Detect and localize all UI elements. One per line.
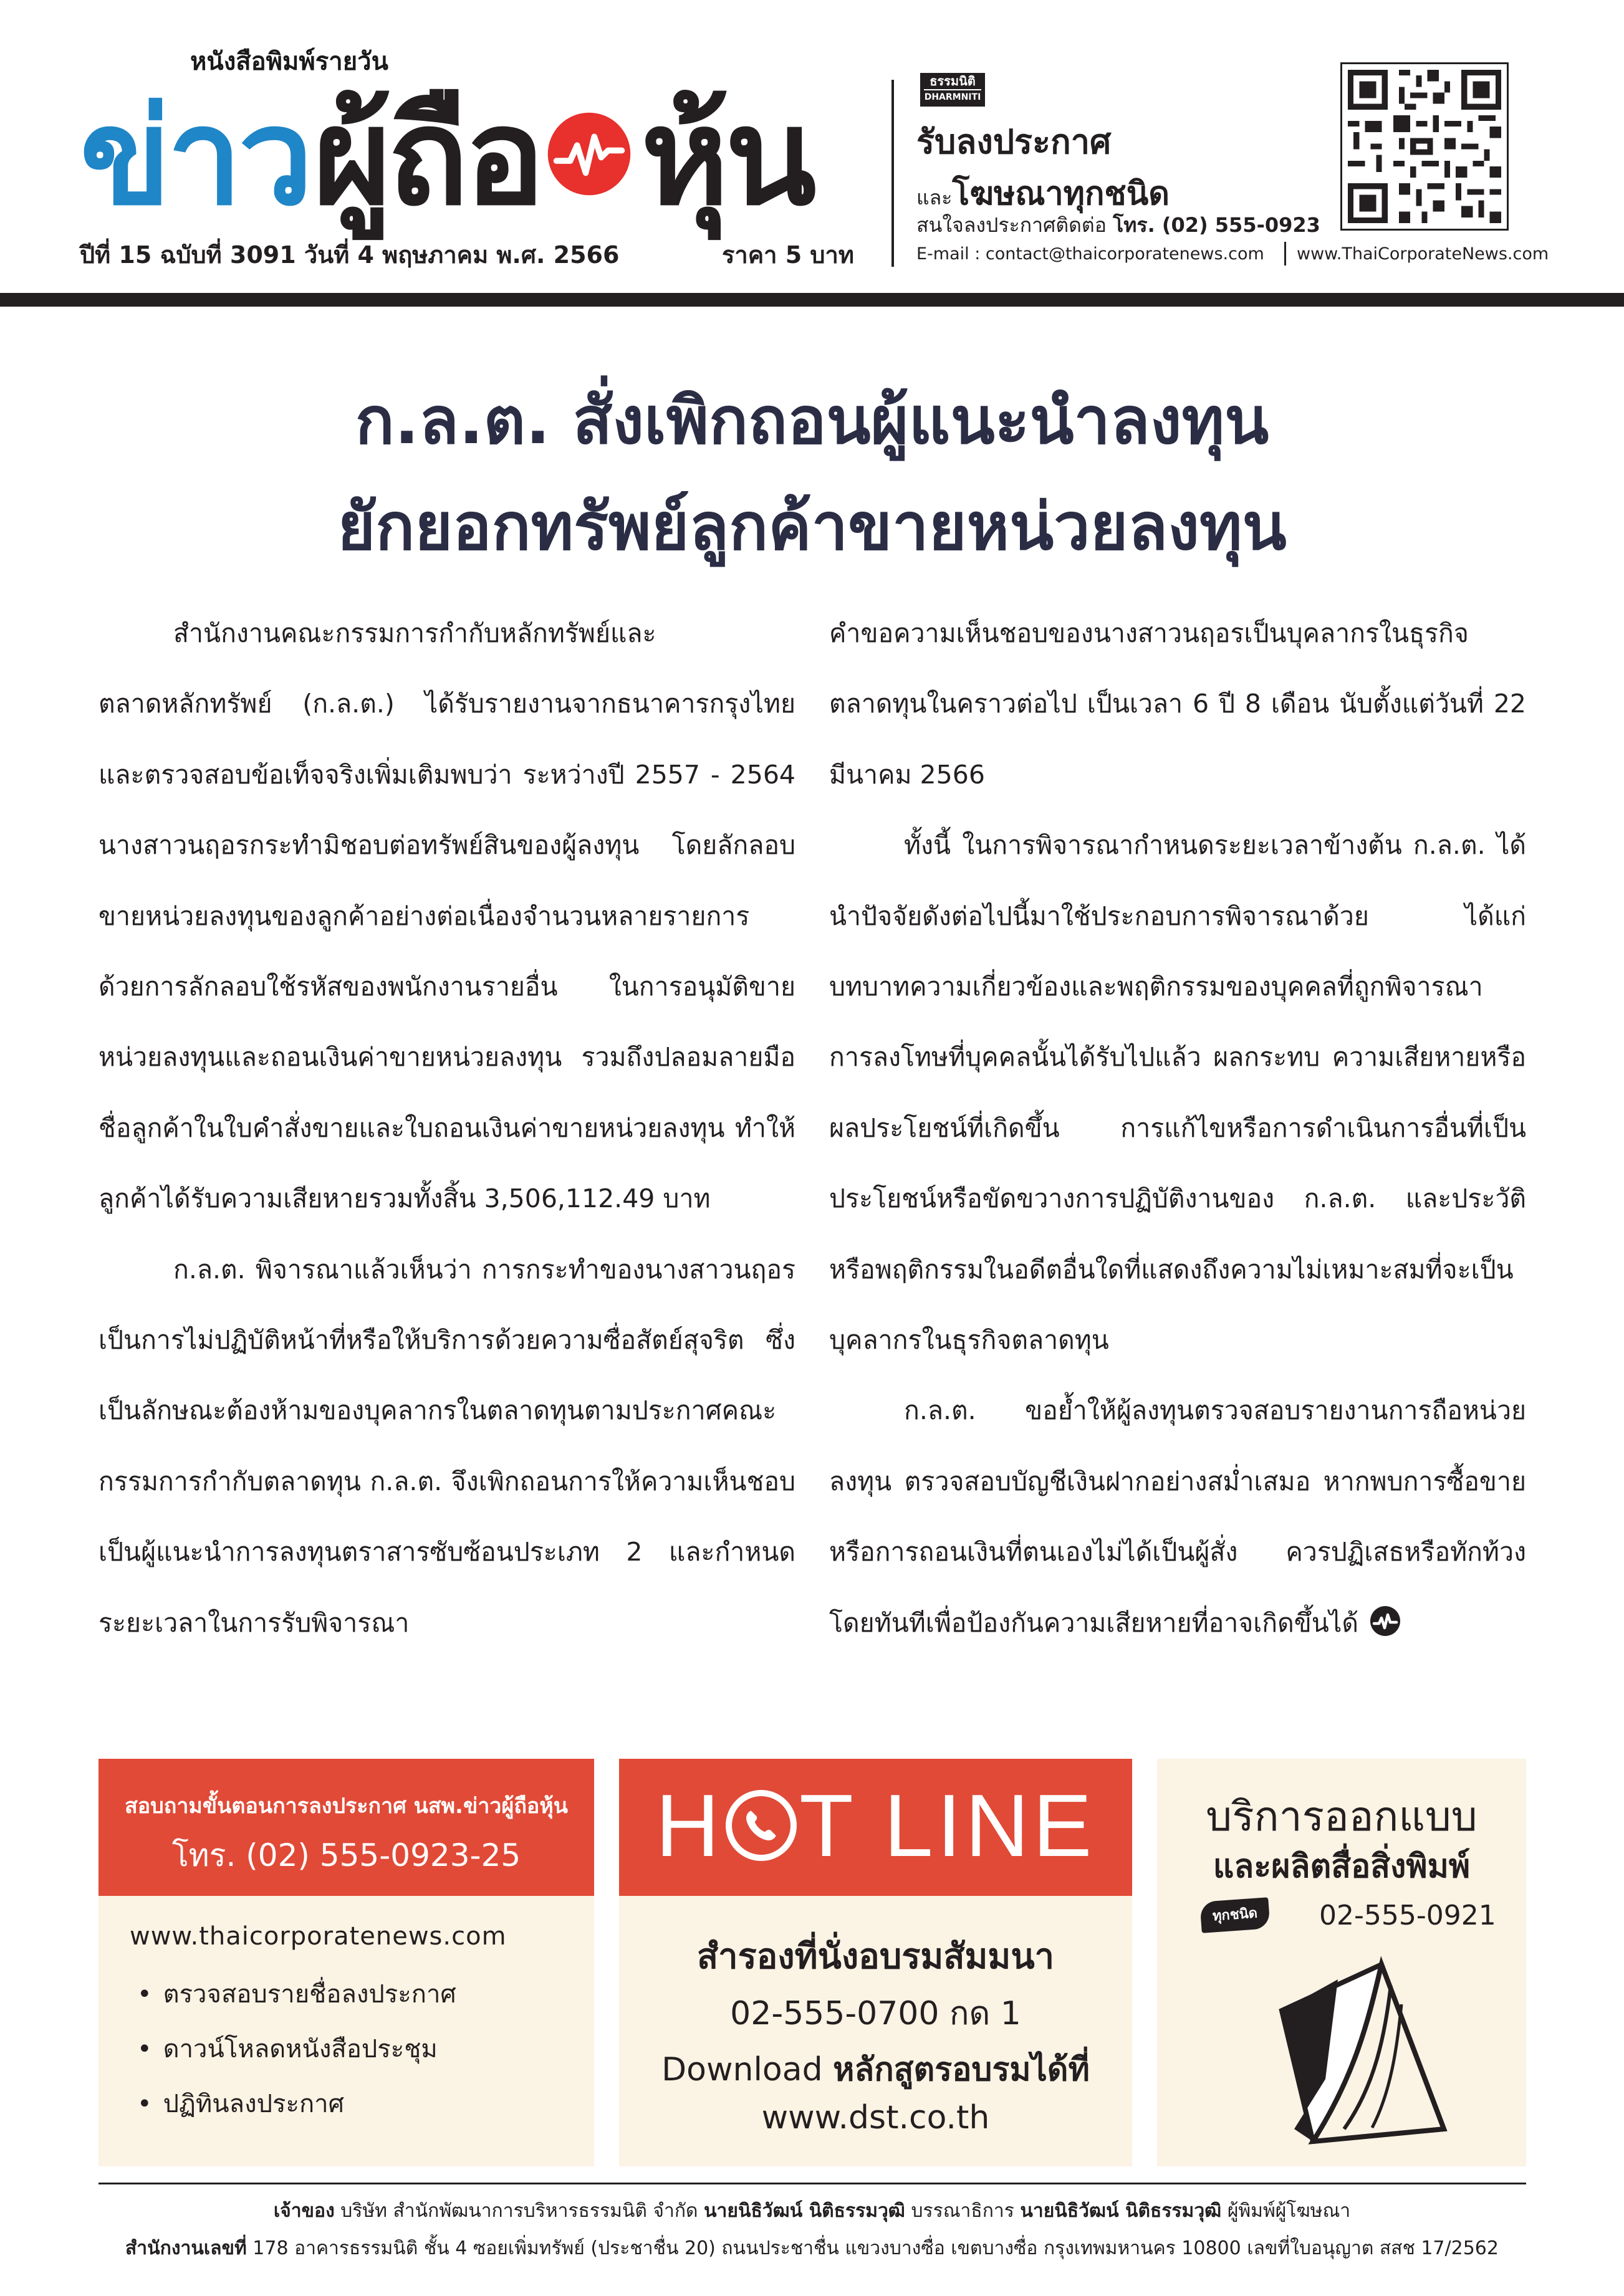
tookchanid-logo: ทุกชนิด bbox=[1199, 1897, 1270, 1933]
article-paragraph-last bbox=[829, 1375, 1526, 1658]
article-paragraph-text: ก.ล.ต. ขอย้ำให้ผู้ลงทุนตรวจสอบรายงานการถือหน่วยลงทุน ตรวจสอบบัญชีเงินฝากอย่างสม่ำเสมอ หากพบการซื้อขายหรือการถอนเงินที่ตนเองไม่ได้เป็นผู้สั่ง ควรปฏิเสธหรือทักท้วงโดยทันทีเพื่อป้องกันความเสียหายที่อาจเกิดขึ้นได้ bbox=[829, 1395, 1526, 1638]
ad-contact bbox=[916, 209, 1320, 241]
print-design-box bbox=[1157, 1759, 1526, 2166]
headline-line-2: ยักยอกทรัพย์ลูกค้าขายหน่วยลงทุน bbox=[337, 489, 1287, 565]
end-mark-icon bbox=[1370, 1605, 1401, 1637]
newspaper-logo bbox=[80, 62, 813, 235]
course-download-label: หลักสูตรอบรมได้ที่ bbox=[833, 2051, 1090, 2088]
design-service-title: บริการออกแบบ bbox=[1206, 1792, 1477, 1840]
announcement-phone[interactable]: โทร. (02) 555-0923-25 bbox=[171, 1837, 521, 1873]
article-paragraph: คำขอความเห็นชอบของนางสาวนฤอรเป็นบุคลากรในธุรกิจตลาดทุนในคราวต่อไป เป็นเวลา 6 ปี 8 เดือน นับตั้งแต่วันที่ 22 มีนาคม 2566 bbox=[829, 618, 1526, 790]
masthead bbox=[0, 0, 1624, 299]
hotline-box bbox=[619, 1759, 1132, 2166]
qr-code-icon bbox=[1340, 62, 1509, 231]
course-download-text bbox=[619, 2043, 1132, 2095]
article-column-left bbox=[98, 598, 795, 1658]
announcement-info-header bbox=[98, 1759, 594, 1896]
ad-subheading-main: โฆษณาทุกชนิด bbox=[952, 175, 1170, 213]
announcement-info-box bbox=[98, 1759, 594, 2166]
logo-part-1: ข่าว bbox=[80, 80, 310, 235]
ad-website-link[interactable]: www.ThaiCorporateNews.com bbox=[1297, 244, 1549, 264]
ad-subheading-prefix: และ bbox=[916, 186, 953, 209]
list-item[interactable]: • ปฏิทินลงประกาศ bbox=[137, 2077, 456, 2131]
hotline-title bbox=[619, 1776, 1132, 1876]
list-item[interactable]: • ดาวน์โหลดหนังสือประชุม bbox=[137, 2022, 456, 2077]
hotline-letter-h: H bbox=[655, 1776, 724, 1875]
course-download-prefix: Download bbox=[661, 2051, 834, 2088]
article-column-right bbox=[829, 598, 1526, 1658]
masthead-rule bbox=[0, 293, 1624, 307]
ad-email[interactable]: E-mail : contact@thaicorporatenews.com bbox=[916, 244, 1264, 264]
announcement-website-link[interactable]: www.thaicorporatenews.com bbox=[130, 1922, 507, 1951]
paper-fold-icon bbox=[1257, 1942, 1463, 2154]
seminar-booking-text: สำรองที่นั่งอบรมสัมมนา bbox=[696, 1936, 1055, 1977]
hotline-header bbox=[619, 1759, 1132, 1896]
ad-contact-divider bbox=[1284, 242, 1286, 265]
logo-part-3: หุ้น bbox=[641, 80, 813, 235]
publisher-name: นายนิธิวัฒน์ นิติธรรมวุฒิ bbox=[1020, 2200, 1222, 2222]
editor-name: นายนิธิวัฒน์ นิติธรรมวุฒิ bbox=[704, 2200, 905, 2222]
editor-role: บรรณาธิการ bbox=[905, 2200, 1021, 2222]
footer-address bbox=[0, 2234, 1624, 2263]
dst-website-link[interactable]: www.dst.co.th bbox=[761, 2099, 990, 2136]
hotline-letter-t: T bbox=[799, 1776, 856, 1875]
announcement-inquiry-text: สอบถามขั้นตอนการลงประกาศ นสพ.ข่าวผู้ถือหุ้น bbox=[125, 1794, 568, 1819]
article-paragraph: ทั้งนี้ ในการพิจารณากำหนดระยะเวลาข้างต้น ก.ล.ต. ได้นำปัจจัยดังต่อไปนี้มาใช้ประกอบการพิจารณาด้วย ได้แก่ บทบาทความเกี่ยวข้องและพฤติกรรมของบุคคลที่ถูกพิจารณา การลงโทษที่บุคคลนั้นได้รับไปแล้ว ผลกระทบ ความเสียหายหรือผลประโยชน์ที่เกิดขึ้น การแก้ไขหรือการดำเนินการอื่นที่เป็นประโยชน์หรือขัดขวางการปฏิบัติงานของ ก.ล.ต. และประวัติหรือพฤติกรรมในอดีตอื่นใดที่แสดงถึงความไม่เหมาะสมที่จะเป็นบุคลากรในธุรกิจตลาดทุน bbox=[829, 830, 1526, 1356]
article-paragraph: สำนักงานคณะกรรมการกำกับหลักทรัพย์และตลาดหลักทรัพย์ (ก.ล.ต.) ได้รับรายงานจากธนาคารกรุงไทยและตรวจสอบข้อเท็จจริงเพิ่มเติมพบว่า ระหว่างปี 2557 - 2564 นางสาวนฤอรกระทำมิชอบต่อทรัพย์สินของผู้ลงทุน โดยลักลอบขายหน่วยลงทุนของลูกค้าอย่างต่อเนื่องจำนวนหลายรายการ ด้วยการลักลอบใช้รหัสของพนักงานรายอื่น ในการอนุมัติขายหน่วยลงทุนและถอนเงินค่าขายหน่วยลงทุน รวมถึงปลอมลายมือชื่อลูกค้าในใบคำสั่งขายและใบถอนเงินค่าขายหน่วยลงทุน ทำให้ลูกค้าได้รับความเสียหายรวมทั้งสิ้น 3,506,112.49 บาท bbox=[98, 618, 795, 1214]
list-item[interactable]: • ตรวจสอบรายชื่อลงประกาศ bbox=[137, 1967, 456, 2022]
stock-chart-icon bbox=[546, 111, 632, 197]
issue-price: ราคา 5 บาท bbox=[722, 241, 854, 269]
footer-rule bbox=[98, 2183, 1526, 2184]
phone-icon bbox=[726, 1790, 797, 1861]
design-service-phone[interactable]: 02-555-0921 bbox=[1319, 1900, 1496, 1931]
ad-heading: รับลงประกาศ bbox=[916, 122, 1112, 161]
footer-ownership bbox=[0, 2196, 1624, 2226]
ad-contact-label: สนใจลงประกาศติดต่อ bbox=[916, 213, 1113, 237]
ad-contact-phone[interactable]: โทร. (02) 555-0923 bbox=[1113, 213, 1320, 237]
logo-part-2: ผู้ถือ bbox=[313, 80, 542, 235]
masthead-divider bbox=[891, 80, 894, 267]
dharmniti-logo-english: DHARMNITI bbox=[924, 89, 981, 104]
seminar-phone[interactable]: 02-555-0700 กด 1 bbox=[730, 1995, 1021, 2032]
owner-label: เจ้าของ bbox=[273, 2200, 335, 2222]
publisher-role: ผู้พิมพ์ผู้โฆษณา bbox=[1221, 2200, 1351, 2222]
design-service-subtitle: และผลิตสื่อสิ่งพิมพ์ bbox=[1213, 1848, 1471, 1885]
issue-info: ปีที่ 15 ฉบับที่ 3091 วันที่ 4 พฤษภาคม พ.ศ. 2566 bbox=[80, 241, 620, 269]
owner-text: บริษัท สำนักพัฒนาการบริหารธรรมนิติ จำกัด bbox=[334, 2200, 704, 2222]
dharmniti-logo bbox=[920, 73, 985, 107]
hotline-word-line: LINE bbox=[883, 1776, 1096, 1875]
masthead-tagline: หนังสือพิมพ์รายวัน bbox=[190, 47, 388, 76]
announcement-services-list bbox=[137, 1967, 456, 2131]
headline-line-1: ก.ล.ต. สั่งเพิกถอนผู้แนะนำลงทุน bbox=[355, 383, 1269, 459]
dharmniti-logo-thai: ธรรมนิติ bbox=[930, 74, 976, 88]
article-headline bbox=[0, 368, 1624, 580]
office-text: 178 อาคารธรรมนิติ ชั้น 4 ซอยเพิ่มทรัพย์ (ประชาชื่น 20) ถนนประชาชื่น แขวงบางซื่อ เขตบางซื่อ กรุงเทพมหานคร 10800 เลขที่ใบอนุญาต สสช 17/2562 bbox=[246, 2237, 1499, 2259]
office-label: สำนักงานเลขที่ bbox=[125, 2237, 247, 2259]
article-paragraph: ก.ล.ต. พิจารณาแล้วเห็นว่า การกระทำของนางสาวนฤอรเป็นการไม่ปฏิบัติหน้าที่หรือให้บริการด้วยความซื่อสัตย์สุจริต ซึ่งเป็นลักษณะต้องห้ามของบุคลากรในตลาดทุนตามประกาศคณะกรรมการกำกับตลาดทุน ก.ล.ต. จึงเพิกถอนการให้ความเห็นชอบเป็นผู้แนะนำการลงทุนตราสารซับซ้อนประเภท 2 และกำหนดระยะเวลาในการรับพิจารณา bbox=[98, 1254, 795, 1638]
